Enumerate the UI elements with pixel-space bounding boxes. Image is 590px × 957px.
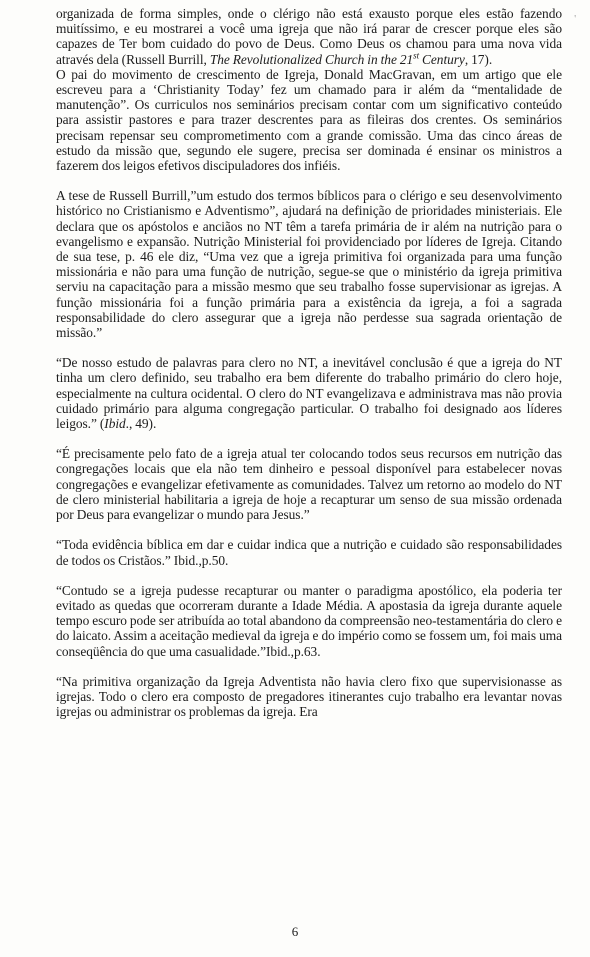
paragraph-word-study: [56, 355, 562, 431]
paragraph-evidence: “Toda evidência bíblica em dar e cuidar indica que a nutrição e cuidado são responsabilidades de todos os Cristãos.” Ibid.,p.50.: [56, 537, 562, 568]
citation: , 17).: [464, 51, 493, 67]
book-title-text: The Revolutionalized Church in the 21: [209, 51, 414, 67]
paragraph-text: organizada de forma simples, onde o clérigo não está exausto porque eles estão fazendo muitíssimo, e eu mostrarei a você uma igreja que não irá parar de crescer porque eles são capazes de Ter bom cuidado do povo de Deus. Como Deus os chamou para uma nova vida através dela (Russell Burrill,: [56, 6, 562, 67]
paragraph-macgravan: O pai do movimento de crescimento de Igreja, Donald MacGravan, em um artigo que ele escreveu para a ‘Christianity Today’ fez um chamado para ir além da “mentalidade de manutenção”. Os curriculos nos seminários precisam contar com um significativo conteúdo para assistir pastores e para trazer descrentes para as fileiras dos crentes. Os seminários precisam repensar seu comprometimento com a grande comissão. Uma das cinco áreas de estudo da missão que, segundo ele sugere, precisa ser dominada é ensinar os ministros a fazerem dos leigos efetivos discipuladores dos infiéis.: [56, 66, 562, 174]
page-body: [56, 6, 562, 719]
paragraph-apostolic: “Contudo se a igreja pudesse recapturar ou manter o paradigma apostólico, ela poderia ter evitado as quedas que ocorreram durante a Idade Média. A apostasia da igreja durante aquele tempo escuro pode ser atribuída ao total abandono da compreensão neo-testamentária do clero e do laicato. Assim a aceitação medieval da igreja e do império como se fossem um, foi mais uma conseqüência do que uma casualidade.”Ibid.,p.63.: [56, 582, 562, 659]
page-number: 6: [291, 924, 299, 939]
paragraph-burrill-thesis: A tese de Russell Burrill,”um estudo dos termos bíblicos para o clérigo e seu desenvolvimento histórico no Cristianismo e Adventismo”, ajudará na definição de prioridades ministeriais. Ele declara que os apóstolos e anciãos no NT têm a tarefa primária de ir além na nutrição para o evangelismo e expansão. Nutrição Ministerial foi providenciado por líderes de Igreja. Citando de sua tese, p. 46 ele diz, “Uma vez que a igreja primitiva foi organizada para uma função missionária e não para uma função de nutrição, segue-se que o ministério da igreja primitiva serviu na capacitação para a missão mesmo que seu trabalho fosse supervisionar as igrejas. A função missionária foi a função primária para a existência da igreja, a foi a sagrada responsabilidade do clero assegurar que a igreja não perdesse sua sagrada orientação de missão.”: [56, 188, 562, 341]
edge-mark: ': [574, 14, 576, 25]
paragraph-continuation: [56, 6, 562, 67]
citation: ., 49).: [125, 416, 157, 432]
paragraph-text: “De nosso estudo de palavras para clero no NT, a inevitável conclusão é que a igreja do NT tinha um clero definido, seu trabalho era bem diferente do trabalho primário do clero hoje, especialmente na cultura ocidental. O clero do NT evangelizava e administrava mas não provia cuidado primário para alguma congregação particular. O trabalho foi designado aos líderes leigos.” (: [56, 355, 562, 432]
ibid-citation: Ibid: [104, 416, 126, 432]
paragraph-adventist: “Na primitiva organização da Igreja Adventista não havia clero fixo que supervisionasse as igrejas. Todo o clero era composto de pregadores itinerantes cujo trabalho era levantar novas igrejas ou administrar os problemas da igreja. Era: [56, 673, 562, 720]
book-title: [210, 52, 465, 67]
book-title-ordinal: st: [413, 50, 420, 61]
paragraph-resources: “É precisamente pelo fato de a igreja atual ter colocando todos seus recursos em nutrição das congregações locais que ela não tem dinheiro e pessoal disponível para estabelecer novas congregações e evangelizar efetivamente as comunidades. Talvez um retorno ao modelo do NT de clero ministerial habilitaria a igreja de hoje a recapturar um senso de sua missão ordenada por Deus para evangelizar o mundo para Jesus.”: [56, 446, 562, 523]
book-title-end: Century: [419, 51, 465, 67]
